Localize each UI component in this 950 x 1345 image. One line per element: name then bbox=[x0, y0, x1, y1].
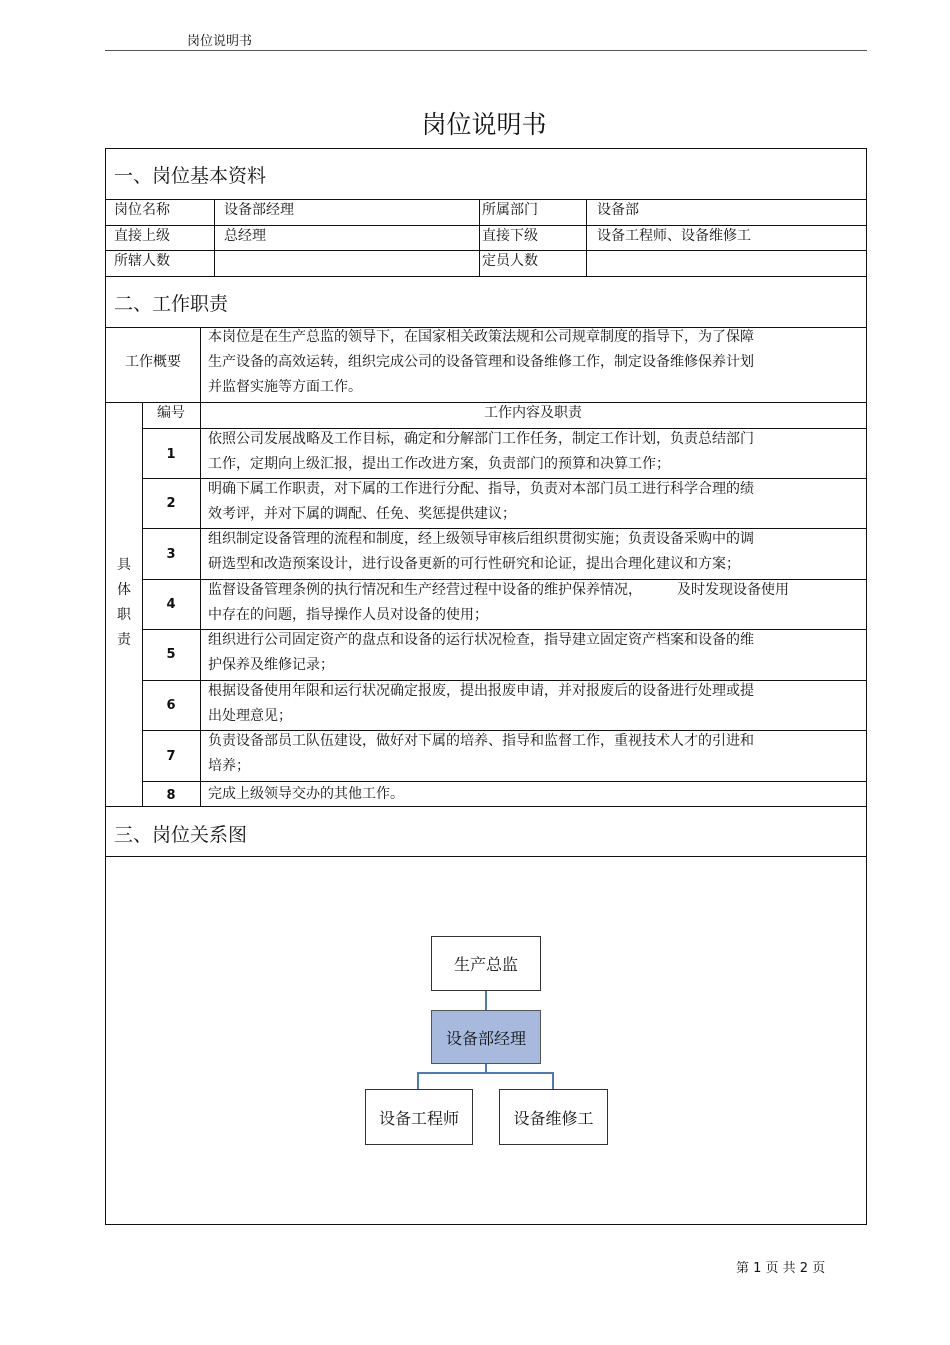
duty-line: 完成上级领导交办的其他工作。 bbox=[208, 786, 404, 802]
org-node-production-director: 生产总监 bbox=[431, 936, 541, 991]
value-position-name: 设备部经理 bbox=[224, 202, 294, 218]
label-direct-subordinate: 直接下级 bbox=[482, 228, 538, 244]
header-rule bbox=[105, 50, 867, 51]
rule bbox=[200, 402, 201, 806]
overview-line: 本岗位是在生产总监的领导下，在国家相关政策法规和公司规章制度的指导下，为了保障 bbox=[208, 329, 754, 345]
duty-number: 5 bbox=[166, 647, 176, 662]
duty-line: 组织制定设备管理的流程和制度，经上级领导审核后组织贯彻实施；负责设备采购中的调 bbox=[208, 531, 754, 547]
duty-line: 监督设备管理条例的执行情况和生产经营过程中设备的维护保养情况， 及时发现设备使用 bbox=[208, 582, 789, 598]
section-heading-basic-info: 一、岗位基本资料 bbox=[114, 165, 267, 187]
label-specific-duties: 体 bbox=[117, 582, 131, 598]
page-footer: 第 1 页 共 2 页 bbox=[736, 1261, 826, 1276]
duty-line: 组织进行公司固定资产的盘点和设备的运行状况检查，指导建立固定资产档案和设备的维 bbox=[208, 632, 754, 648]
duty-number: 7 bbox=[166, 749, 176, 764]
duty-line: 工作，定期向上级汇报，提出工作改进方案，负责部门的预算和决算工作； bbox=[208, 456, 670, 472]
page-title: 岗位说明书 bbox=[421, 110, 547, 139]
org-connector bbox=[417, 1072, 554, 1074]
rule bbox=[586, 199, 587, 276]
label-department: 所属部门 bbox=[482, 202, 538, 218]
rule bbox=[106, 276, 866, 277]
label-specific-duties: 具 bbox=[117, 557, 131, 573]
duty-number: 8 bbox=[166, 788, 176, 803]
duty-line: 出处理意见； bbox=[208, 708, 292, 724]
org-node-equipment-manager: 设备部经理 bbox=[431, 1010, 541, 1064]
value-direct-superior: 总经理 bbox=[224, 228, 266, 244]
duty-line: 护保养及维修记录； bbox=[208, 657, 334, 673]
label-headcount-managed: 所辖人数 bbox=[114, 253, 170, 269]
duty-line: 研选型和改造预案设计，进行设备更新的可行性研究和论证，提出合理化建议和方案； bbox=[208, 556, 740, 572]
duty-line: 负责设备部员工队伍建设，做好对下属的培养、指导和监督工作，重视技术人才的引进和 bbox=[208, 733, 754, 749]
overview-line: 并监督实施等方面工作。 bbox=[208, 379, 362, 395]
duty-number: 2 bbox=[166, 496, 176, 511]
column-header-number: 编号 bbox=[157, 405, 185, 421]
section-heading-relationship: 三、岗位关系图 bbox=[114, 824, 248, 846]
column-header-content: 工作内容及职责 bbox=[484, 405, 582, 421]
duty-line: 明确下属工作职责，对下属的工作进行分配、指导，负责对本部门员工进行科学合理的绩 bbox=[208, 481, 754, 497]
duty-number: 4 bbox=[166, 597, 176, 612]
duty-line: 依照公司发展战略及工作目标，确定和分解部门工作任务，制定工作计划，负责总结部门 bbox=[208, 431, 754, 447]
org-connector bbox=[485, 991, 487, 1010]
duty-line: 培养； bbox=[208, 758, 250, 774]
label-specific-duties: 职 bbox=[117, 607, 131, 623]
duty-line: 根据设备使用年限和运行状况确定报废，提出报废申请，并对报废后的设备进行处理或提 bbox=[208, 683, 754, 699]
value-direct-subordinate: 设备工程师、设备维修工 bbox=[597, 228, 751, 244]
running-header: 岗位说明书 bbox=[187, 34, 253, 49]
rule bbox=[214, 199, 215, 276]
org-connector bbox=[552, 1072, 554, 1089]
value-department: 设备部 bbox=[597, 202, 639, 218]
duty-line: 效考评，并对下属的调配、任免、奖惩提供建议； bbox=[208, 506, 516, 522]
overview-line: 生产设备的高效运转，组织完成公司的设备管理和设备维修工作，制定设备维修保养计划 bbox=[208, 354, 754, 370]
org-node-maintenance-worker: 设备维修工 bbox=[499, 1089, 608, 1145]
duty-number: 1 bbox=[166, 447, 176, 462]
rule bbox=[479, 199, 480, 276]
label-authorized-headcount: 定员人数 bbox=[482, 253, 538, 269]
job-description-form bbox=[105, 148, 867, 1225]
org-connector bbox=[417, 1072, 419, 1089]
label-position-name: 岗位名称 bbox=[114, 202, 170, 218]
label-specific-duties: 责 bbox=[117, 632, 131, 648]
rule bbox=[200, 327, 201, 402]
duty-number: 3 bbox=[166, 547, 176, 562]
label-direct-superior: 直接上级 bbox=[114, 228, 170, 244]
label-work-overview: 工作概要 bbox=[125, 354, 181, 370]
org-node-equipment-engineer: 设备工程师 bbox=[365, 1089, 473, 1145]
rule bbox=[106, 856, 866, 857]
duty-line: 中存在的问题，指导操作人员对设备的使用； bbox=[208, 607, 488, 623]
section-heading-duties: 二、工作职责 bbox=[114, 293, 229, 315]
duty-number: 6 bbox=[166, 698, 176, 713]
